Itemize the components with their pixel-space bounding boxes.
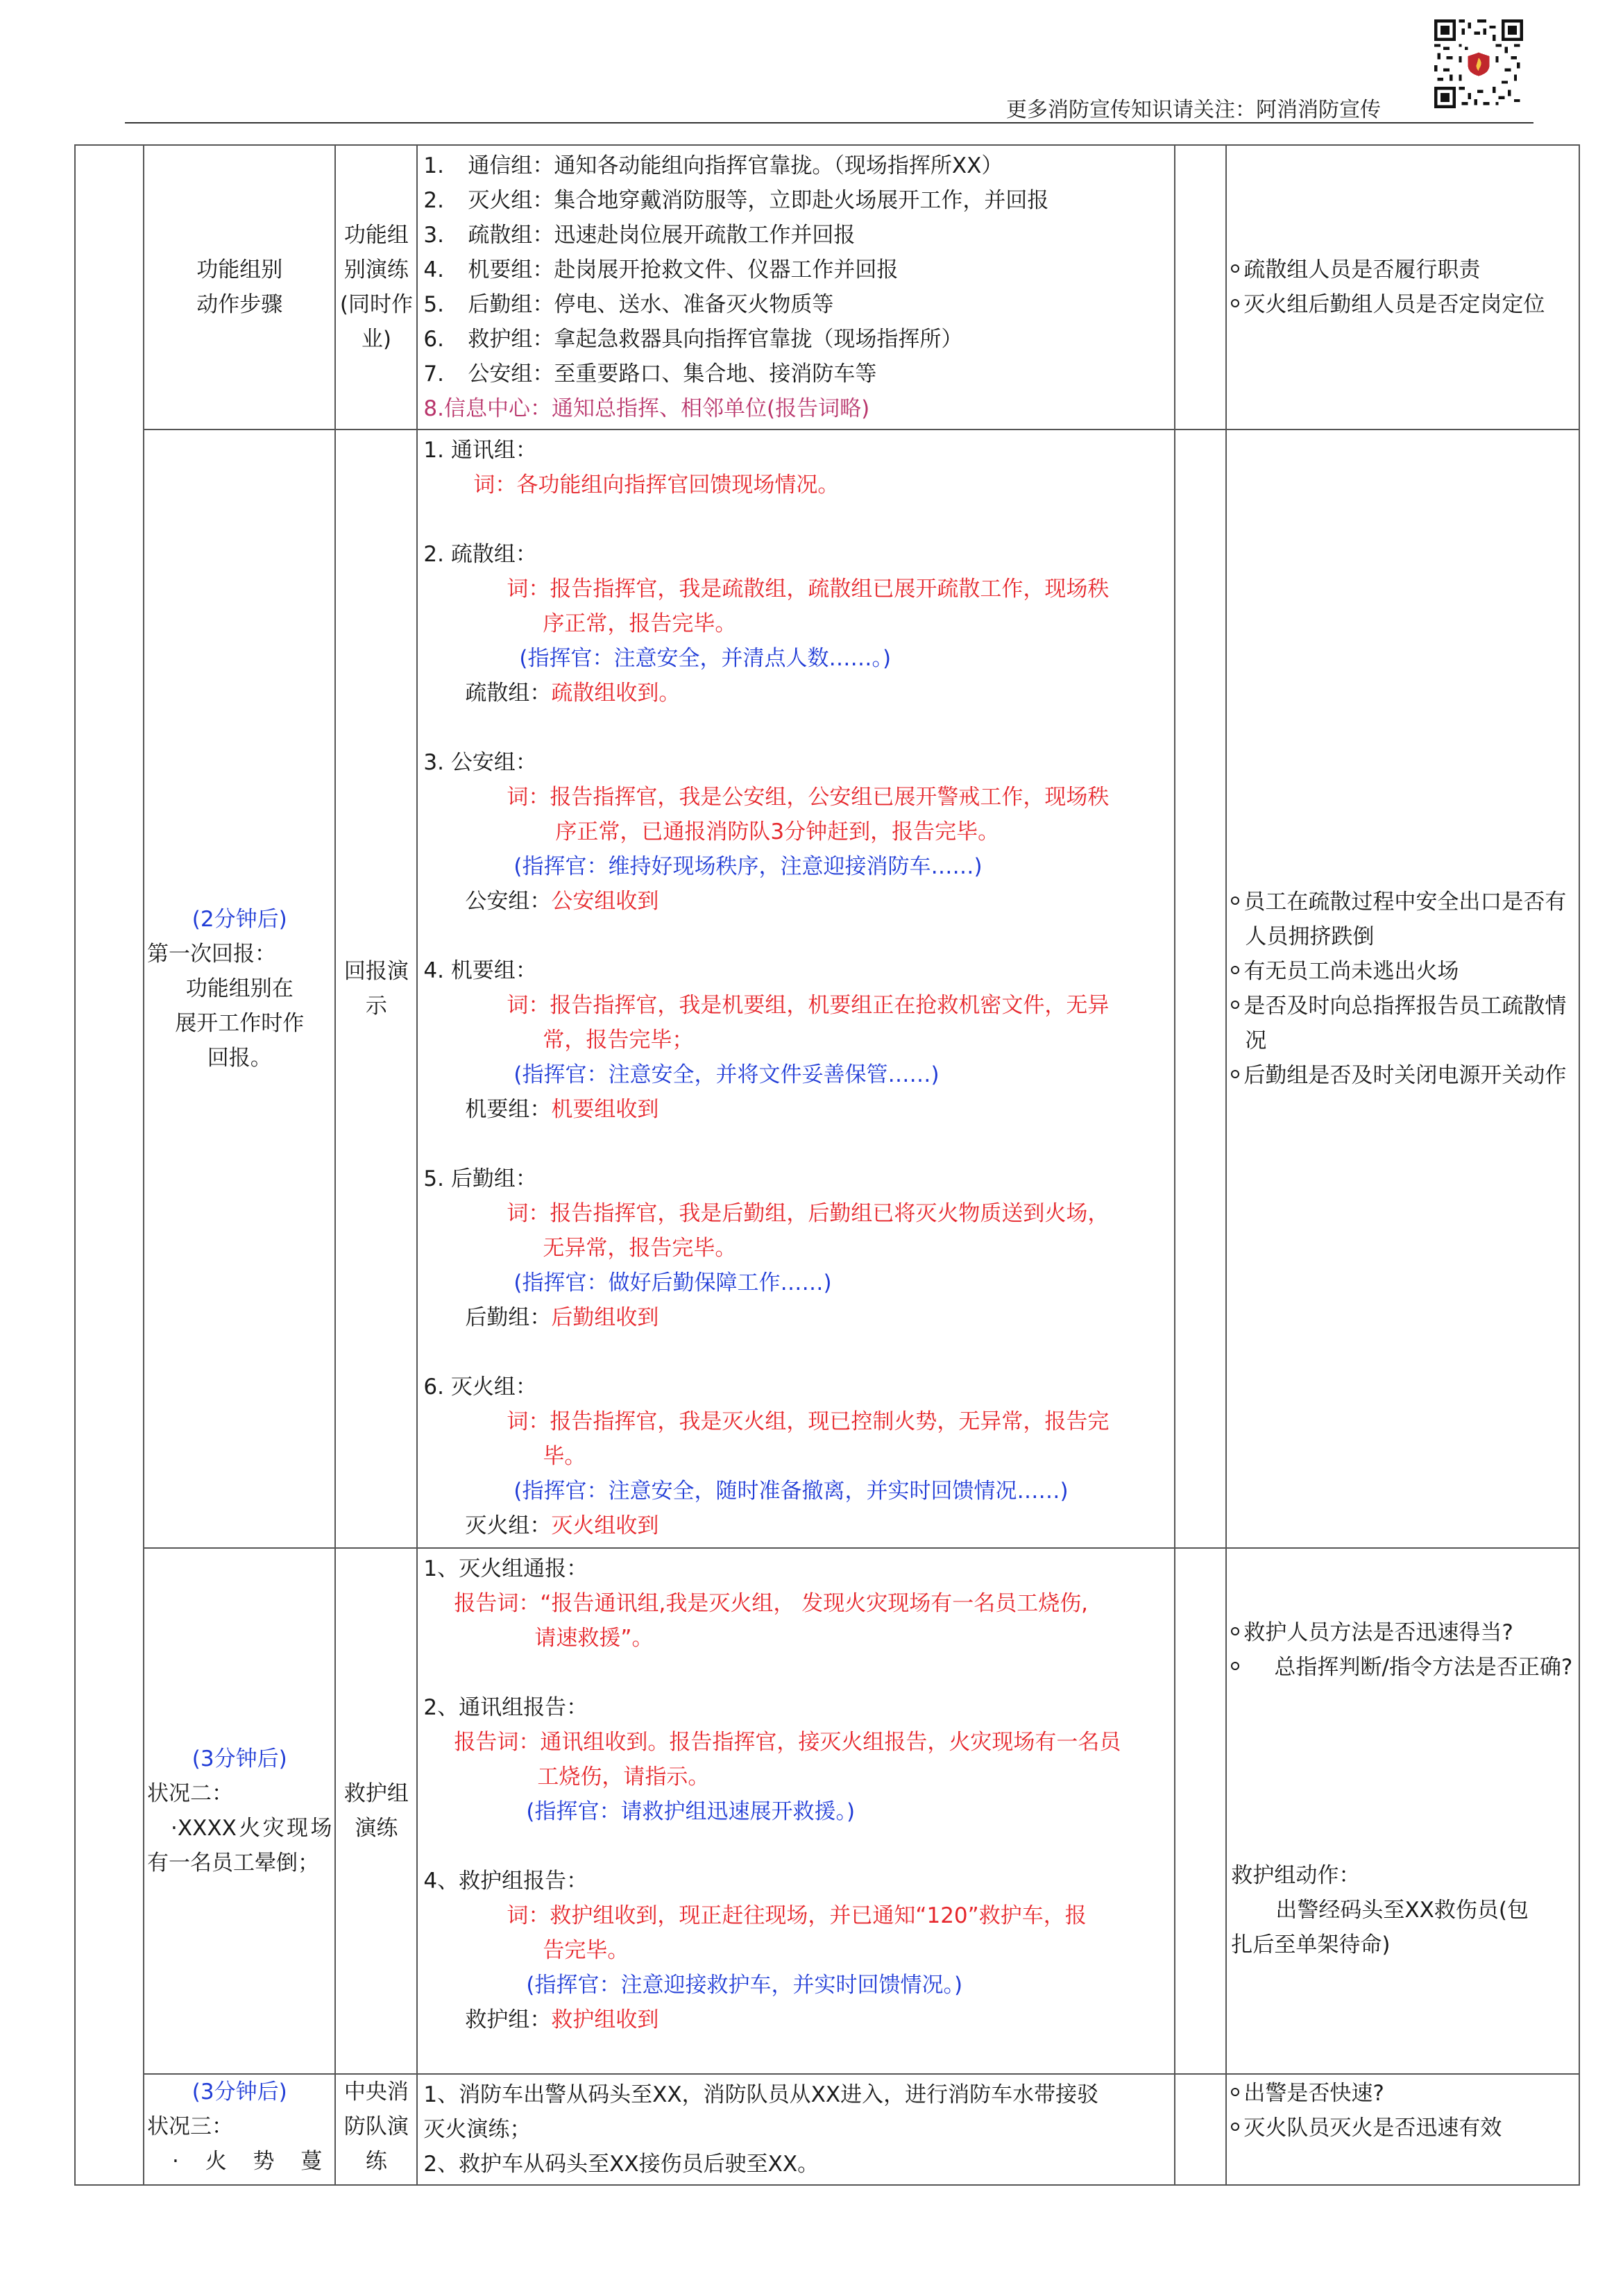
step-item [423, 253, 1169, 287]
ack-label: 机要组： [465, 1097, 552, 1122]
report-line: 毕。 [543, 1444, 586, 1469]
ack-text: 灭火组收到 [551, 1513, 659, 1538]
procedure-line: 灭火演练； [423, 2117, 532, 2142]
report-line: 词：报告指挥官，我是公安组，公安组已展开警戒工作，现场秩 [507, 785, 1110, 810]
drill-type-cell [335, 430, 417, 1548]
step-text: 后勤组：停电、送水、准备灭火物质等 [468, 292, 834, 317]
checkpoint-text: 救护人员方法是否迅速得当? [1243, 1620, 1513, 1645]
ack-line [423, 1300, 1169, 1335]
bullet-icon [1231, 2123, 1239, 2131]
report-label: 报告词： [454, 1730, 541, 1755]
step-number: 1. [423, 153, 444, 178]
step-number: 6. [423, 327, 444, 352]
ack-text: 后勤组收到 [551, 1305, 659, 1330]
checkpoint-item [1231, 253, 1574, 287]
step-number: 8. [423, 396, 444, 421]
report-label: 报告词： [454, 1591, 541, 1616]
ack-text: 机要组收到 [551, 1097, 659, 1122]
procedure-cell [417, 1548, 1175, 2074]
report-text: “报告通讯组,我是灭火组， 发现火灾现场有一名员工烧伤, [540, 1591, 1089, 1616]
checkpoint-item [1231, 287, 1574, 322]
step-item [423, 287, 1169, 322]
blank-cell [1175, 430, 1226, 1548]
group-heading: 5. 后勤组： [423, 1166, 537, 1191]
phase-line: 状况二： [147, 1781, 233, 1806]
report-label: 词： [507, 1903, 550, 1928]
checkpoint-text: 灭火组后勤组人员是否定岗定位 [1243, 292, 1545, 317]
time-label: (3分钟后) [192, 2080, 287, 2104]
report-line: 词：报告指挥官，我是机要组，机要组正在抢救机密文件，无异 [507, 993, 1110, 1018]
procedure-line: 1、消防车出警从码头至XX，消防队员从XX进入，进行消防车水带接驳 [423, 2082, 1099, 2107]
type-line: 功能组 [343, 223, 409, 248]
action-title: 救护组动作： [1231, 1863, 1361, 1888]
blank-cell [1175, 145, 1226, 430]
commander-reply: (指挥官：注意安全，并清点人数……。) [519, 646, 892, 671]
action-line: 扎后至单架待命) [1231, 1932, 1391, 1957]
procedure-cell [417, 430, 1175, 1548]
ack-line [423, 884, 1169, 919]
procedure-line: 2、救护车从码头至XX接伤员后驶至XX。 [423, 2152, 819, 2177]
ack-line [423, 1092, 1169, 1127]
checkpoint-text: 疏散组人员是否履行职责 [1243, 257, 1481, 282]
checkpoint-text: 出警是否快速? [1243, 2081, 1384, 2106]
ack-label: 后勤组： [465, 1305, 552, 1330]
type-line: 业) [361, 327, 391, 352]
drill-type-cell [335, 2074, 417, 2185]
header-follow-text: 更多消防宣传知识请关注：阿消消防宣传 [1006, 98, 1381, 122]
ack-line [423, 676, 1169, 711]
phase-cell [144, 145, 335, 430]
bullet-icon [1231, 966, 1239, 974]
checkpoint-item [1231, 1650, 1574, 1685]
commander-reply: (指挥官：维持好现场秩序，注意迎接消防车……) [513, 854, 983, 879]
phase-line: ·XXXX火灾现场有一名员工晕倒； [147, 1816, 332, 1876]
report-line [423, 1725, 1169, 1760]
phase-line: 展开工作时作 [175, 1011, 305, 1036]
checkpoint-text: 员工在疏散过程中安全出口是否有人员拥挤跌倒 [1243, 890, 1567, 949]
checkpoint-text: 后勤组是否及时关闭电源开关动作 [1243, 1063, 1567, 1088]
commander-reply: (指挥官：注意安全，并将文件妥善保管……) [513, 1062, 940, 1087]
step-item [423, 183, 1169, 218]
group-heading: 1. 通讯组： [423, 438, 537, 463]
procedure-cell [417, 2074, 1175, 2185]
step-text: 通信组：通知各动能组向指挥官靠拢。（现场指挥所XX） [468, 153, 1003, 178]
group-heading: 4. 机要组： [423, 958, 537, 983]
group-heading: 3. 公安组： [423, 750, 537, 775]
drill-type-cell [335, 1548, 417, 2074]
phase-line: 功能组别 [196, 257, 283, 282]
blank-cell [1175, 1548, 1226, 2074]
bullet-icon [1231, 264, 1239, 273]
table-row [75, 430, 1579, 1548]
table-row [75, 145, 1579, 430]
bullet-icon [1231, 299, 1239, 307]
step-text: 救护组：拿起急救器具向指挥官靠拢（现场指挥所） [468, 327, 963, 352]
checkpoint-text: 总指挥判断/指令方法是否正确? [1274, 1655, 1573, 1680]
group-heading: 2. 疏散组： [423, 542, 537, 567]
ack-text: 救护组收到 [551, 2007, 659, 2032]
report-line: 词：报告指挥官，我是后勤组，后勤组已将灭火物质送到火场， [507, 1201, 1110, 1226]
bullet-icon [1231, 1001, 1239, 1009]
table-row [75, 1548, 1579, 2074]
bullet-icon [1231, 1627, 1239, 1635]
step-number: 3. [423, 223, 444, 248]
left-margin-cell [75, 145, 144, 2185]
report-line: 常，报告完毕； [543, 1028, 694, 1053]
commander-reply: (指挥官：注意安全，随时准备撤离，并实时回馈情况……) [513, 1479, 1069, 1504]
group-heading: 1、灭火组通报： [423, 1556, 588, 1581]
step-number: 4. [423, 257, 444, 282]
ack-text: 公安组收到 [551, 889, 659, 914]
report-line: 序正常，报告完毕。 [543, 611, 737, 636]
step-text: 机要组：赴岗展开抢救文件、仪器工作并回报 [468, 257, 899, 282]
commander-reply: (指挥官：请救护组迅速展开救援。) [526, 1799, 856, 1824]
phase-line: 动作步骤 [196, 292, 283, 317]
checkpoint-item [1231, 885, 1574, 954]
checkpoint-cell [1226, 430, 1579, 1548]
phase-cell [144, 1548, 335, 2074]
group-heading: 6. 灭火组： [423, 1375, 537, 1400]
report-line: 词：各功能组向指挥官回馈现场情况。 [473, 473, 840, 498]
step-number: 7. [423, 362, 444, 386]
checkpoint-text: 有无员工尚未逃出火场 [1243, 959, 1459, 984]
report-line [423, 1586, 1169, 1621]
bullet-icon [1231, 1662, 1239, 1670]
step-text: 灭火组：集合地穿戴消防服等，立即赴火场展开工作，并回报 [468, 188, 1049, 213]
header-divider [125, 122, 1533, 124]
checkpoint-cell [1226, 1548, 1579, 2074]
ack-text: 疏散组收到。 [551, 681, 681, 706]
drill-table [74, 144, 1580, 2186]
step-number: 2. [423, 188, 444, 213]
step-item [423, 218, 1169, 253]
phase-line: 第一次回报： [147, 942, 276, 967]
commander-reply: (指挥官：注意迎接救护车，并实时回馈情况。) [526, 1973, 963, 1998]
type-line: 演练 [355, 1816, 398, 1841]
action-line: 出警经码头至XX救伤员(包 [1275, 1898, 1529, 1923]
type-line: 别演练 [343, 257, 409, 282]
type-line: 中央消 [343, 2080, 409, 2104]
checkpoint-item [1231, 2076, 1574, 2111]
checkpoint-item [1231, 1615, 1574, 1650]
report-line: 序正常，已通报消防队3分钟赶到，报告完毕。 [555, 819, 1000, 844]
phase-line: 状况三： [147, 2114, 233, 2139]
type-line: 防队演 [343, 2114, 409, 2139]
report-text: 通讯组收到。报告指挥官，接灭火组报告，火灾现场有一名员 [540, 1730, 1121, 1755]
time-label: (2分钟后) [192, 907, 287, 932]
type-line: (同时作 [339, 292, 413, 317]
ack-line [423, 1508, 1169, 1543]
step-text: 信息中心：通知总指挥、相邻单位(报告词略) [444, 396, 870, 421]
checkpoint-cell [1226, 2074, 1579, 2185]
step-item [423, 391, 1169, 426]
type-line: 救护组 [343, 1781, 409, 1806]
commander-reply: (指挥官：做好后勤保障工作……) [513, 1270, 832, 1295]
type-line: 回报演 [343, 959, 409, 984]
blank-cell [1175, 2074, 1226, 2185]
step-item [423, 322, 1169, 357]
report-line: 告完毕。 [543, 1938, 629, 1963]
checkpoint-text: 灭火队员灭火是否迅速有效 [1243, 2116, 1502, 2141]
checkpoint-text: 是否及时向总指挥报告员工疏散情况 [1243, 994, 1567, 1053]
report-line: 工烧伤，请指示。 [537, 1764, 710, 1789]
ack-label: 灭火组： [465, 1513, 552, 1538]
step-item [423, 357, 1169, 391]
ack-label: 公安组： [465, 889, 552, 914]
group-heading: 2、通讯组报告： [423, 1695, 588, 1720]
bullet-icon [1231, 1070, 1239, 1078]
checkpoint-item [1231, 2111, 1574, 2145]
report-line [423, 1898, 1169, 1933]
checkpoint-item [1231, 989, 1574, 1058]
report-text: 救护组收到，现正赶往现场，并已通知“120”救护车，报 [550, 1903, 1087, 1928]
type-line: 示 [365, 994, 387, 1019]
qr-code-image [1434, 19, 1523, 108]
procedure-cell [417, 145, 1175, 430]
time-label: (3分钟后) [192, 1746, 287, 1771]
step-text: 公安组：至重要路口、集合地、接消防车等 [468, 362, 877, 386]
report-line: 请速救援”。 [534, 1626, 654, 1651]
step-number: 5. [423, 292, 444, 317]
step-text: 疏散组：迅速赴岗位展开疏散工作并回报 [468, 223, 856, 248]
phase-line: 回报。 [207, 1046, 272, 1071]
checkpoint-cell [1226, 145, 1579, 430]
ack-label: 疏散组： [465, 681, 552, 706]
group-heading: 4、救护组报告： [423, 1869, 588, 1894]
report-line: 词：报告指挥官，我是灭火组，现已控制火势，无异常，报告完 [507, 1409, 1110, 1434]
step-item [423, 148, 1169, 183]
report-line: 无异常，报告完毕。 [543, 1236, 737, 1261]
table-row [75, 2074, 1579, 2185]
drill-type-cell [335, 145, 417, 430]
checkpoint-item [1231, 954, 1574, 989]
bullet-icon [1231, 896, 1239, 905]
ack-line [423, 2002, 1169, 2037]
ack-label: 救护组： [465, 2007, 552, 2032]
phase-line: · 火 势 蔓 [172, 2149, 332, 2174]
type-line: 练 [365, 2149, 387, 2174]
checkpoint-item [1231, 1058, 1574, 1093]
bullet-icon [1231, 2088, 1239, 2096]
phase-cell [144, 430, 335, 1548]
report-line: 词：报告指挥官，我是疏散组，疏散组已展开疏散工作，现场秩 [507, 577, 1110, 602]
phase-cell [144, 2074, 335, 2185]
phase-line: 功能组别在 [185, 976, 294, 1001]
